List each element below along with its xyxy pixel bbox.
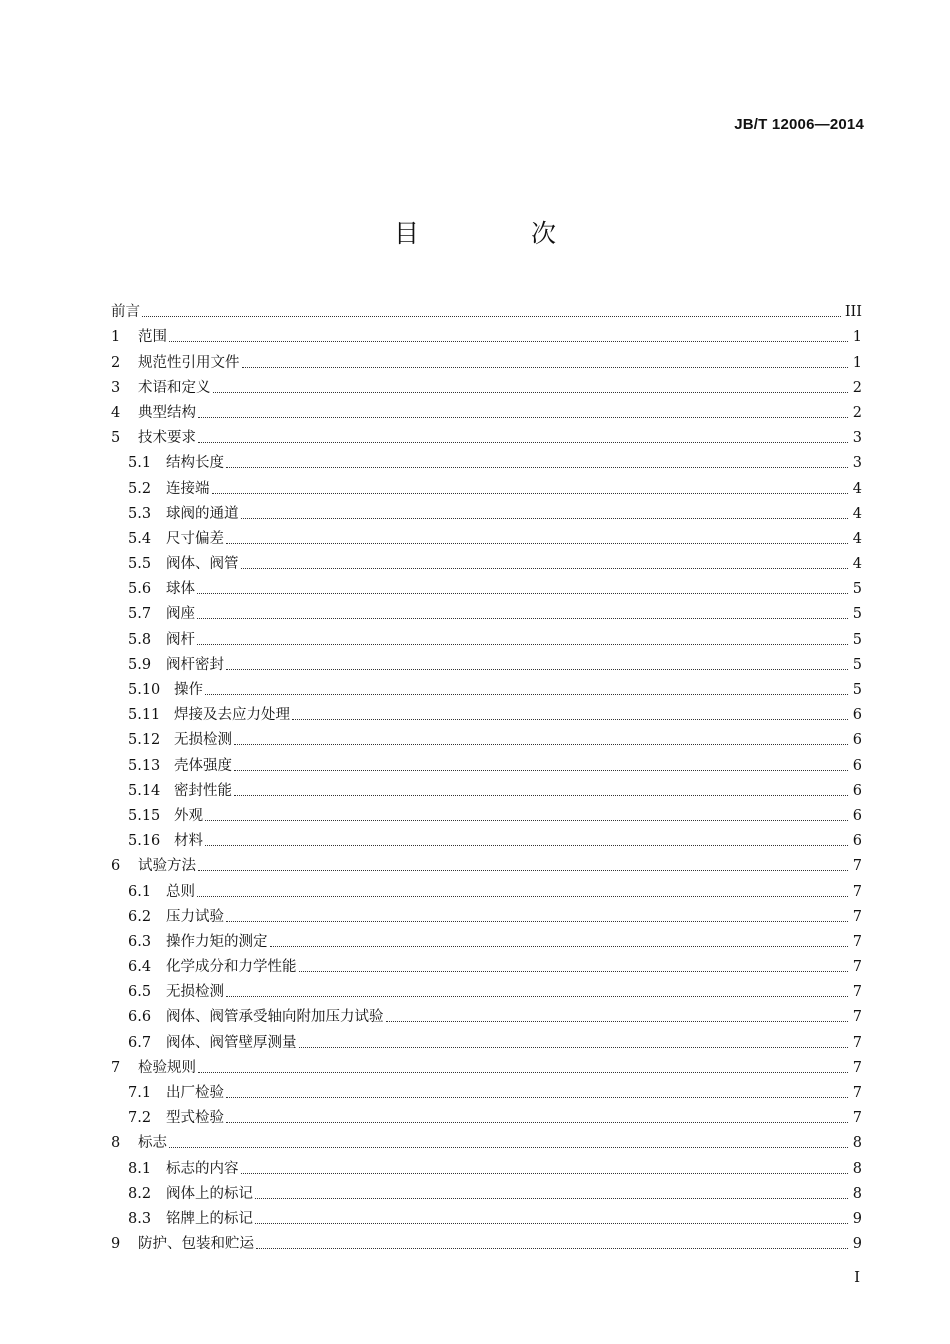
toc-entry-label: 范围 <box>138 329 167 346</box>
toc-entry-label: 标志 <box>138 1135 167 1152</box>
dot-leader <box>197 617 848 619</box>
toc-entry-number: 7.2 <box>128 1110 152 1127</box>
table-of-contents <box>111 295 862 1252</box>
toc-entry-label: 标志的内容 <box>166 1160 239 1177</box>
dot-leader <box>234 769 848 771</box>
dot-leader <box>169 1146 848 1148</box>
toc-entry[interactable] <box>111 471 862 496</box>
toc-entry-label: 典型结构 <box>138 404 196 421</box>
toc-entry-page: 6 <box>852 833 862 850</box>
toc-entry[interactable] <box>111 295 862 320</box>
toc-entry-page: 7 <box>852 1034 862 1051</box>
toc-entry-number: 5 <box>111 430 121 447</box>
toc-entry-page: 7 <box>852 1085 862 1101</box>
toc-entry[interactable] <box>111 975 862 1000</box>
toc-entry-number: 5.15 <box>128 807 161 824</box>
dot-leader <box>255 1197 848 1199</box>
toc-entry[interactable] <box>111 1177 862 1202</box>
toc-entry-label: 化学成分和力学性能 <box>166 959 297 976</box>
toc-entry-label: 阀体、阀管壁厚测量 <box>166 1034 297 1051</box>
dot-leader <box>226 668 848 670</box>
dot-leader <box>241 517 849 519</box>
toc-entry-label: 试验方法 <box>138 858 196 875</box>
toc-entry-number: 7.1 <box>128 1085 152 1101</box>
toc-entry-number: 5.13 <box>128 757 161 774</box>
toc-entry-label: 壳体强度 <box>174 757 232 774</box>
toc-entry-label: 尺寸偏差 <box>166 530 224 547</box>
dot-leader <box>241 1172 849 1174</box>
toc-entry[interactable] <box>111 1151 862 1176</box>
toc-entry[interactable] <box>111 345 862 370</box>
dot-leader <box>234 743 848 745</box>
toc-entry-number: 6.3 <box>128 933 152 950</box>
toc-entry[interactable] <box>111 748 862 773</box>
toc-entry[interactable] <box>111 622 862 647</box>
dot-leader <box>198 416 848 418</box>
toc-entry-page: 5 <box>852 631 862 648</box>
toc-entry-number: 8 <box>111 1135 121 1152</box>
page-number: I <box>854 1268 860 1286</box>
toc-entry-label: 检验规则 <box>138 1059 196 1076</box>
dot-leader <box>299 970 849 972</box>
toc-entry-label: 焊接及去应力处理 <box>174 707 290 724</box>
toc-entry-page: 6 <box>852 707 862 724</box>
toc-entry-label: 铭牌上的标记 <box>166 1210 253 1227</box>
toc-entry[interactable] <box>111 547 862 572</box>
dot-leader <box>226 920 848 922</box>
toc-entry-page: 5 <box>852 656 862 673</box>
dot-leader <box>292 718 848 720</box>
toc-entry-label: 结构长度 <box>166 455 224 472</box>
toc-entry[interactable] <box>111 1076 862 1101</box>
toc-entry[interactable] <box>111 648 862 673</box>
toc-entry-label: 阀体、阀管 <box>166 556 239 573</box>
toc-entry-label: 阀杆密封 <box>166 656 224 673</box>
toc-entry-label: 材料 <box>174 833 203 850</box>
toc-entry-page: 2 <box>852 379 862 396</box>
toc-entry[interactable] <box>111 522 862 547</box>
toc-entry[interactable] <box>111 1227 862 1252</box>
toc-entry-label: 阀体上的标记 <box>166 1185 253 1202</box>
toc-entry[interactable] <box>111 1202 862 1227</box>
toc-entry-label: 阀体、阀管承受轴向附加压力试验 <box>166 1009 384 1026</box>
toc-entry-number: 5.10 <box>128 682 161 698</box>
toc-entry-number: 8.1 <box>128 1160 152 1177</box>
toc-entry-page: 9 <box>852 1236 862 1253</box>
toc-entry-number: 5.11 <box>128 707 161 724</box>
toc-entry-page: 7 <box>852 1059 862 1076</box>
dot-leader <box>386 1020 849 1022</box>
toc-entry[interactable] <box>111 799 862 824</box>
dot-leader <box>234 794 848 796</box>
dot-leader <box>255 1222 848 1224</box>
toc-entry-page: 5 <box>852 682 862 698</box>
toc-entry-page: 4 <box>852 505 862 522</box>
toc-entry-number: 5.2 <box>128 480 152 497</box>
toc-entry-page: 6 <box>852 757 862 774</box>
toc-entry-page: 7 <box>852 933 862 950</box>
dot-leader <box>197 895 848 897</box>
toc-entry-page: 6 <box>852 782 862 799</box>
toc-entry[interactable] <box>111 1000 862 1025</box>
toc-entry-page: 4 <box>852 480 862 497</box>
dot-leader <box>205 844 848 846</box>
toc-entry-number: 5.6 <box>128 581 152 598</box>
toc-entry-page: 8 <box>852 1160 862 1177</box>
toc-entry-page: III <box>844 304 862 321</box>
standard-code: JB/T 12006—2014 <box>734 116 864 133</box>
dot-leader <box>198 441 848 443</box>
toc-entry-page: 4 <box>852 556 862 573</box>
toc-entry-label: 密封性能 <box>174 782 232 799</box>
toc-entry-page: 9 <box>852 1210 862 1227</box>
toc-entry[interactable] <box>111 597 862 622</box>
toc-entry[interactable] <box>111 925 862 950</box>
toc-entry-page: 1 <box>852 354 862 371</box>
toc-entry-page: 8 <box>852 1185 862 1202</box>
toc-entry[interactable] <box>111 849 862 874</box>
dot-leader <box>226 1121 848 1123</box>
toc-entry-number: 6.7 <box>128 1034 152 1051</box>
toc-entry-number: 5.16 <box>128 833 161 850</box>
toc-entry-number: 6.6 <box>128 1009 152 1026</box>
toc-entry[interactable] <box>111 723 862 748</box>
toc-entry-number: 2 <box>111 354 121 371</box>
toc-entry-number: 5.8 <box>128 631 152 648</box>
toc-entry[interactable] <box>111 320 862 345</box>
toc-entry[interactable] <box>111 900 862 925</box>
toc-entry-page: 4 <box>852 530 862 547</box>
toc-entry-number: 6 <box>111 858 121 875</box>
toc-entry-label: 型式检验 <box>166 1110 224 1127</box>
toc-entry[interactable] <box>111 698 862 723</box>
toc-entry-number: 6.1 <box>128 883 152 900</box>
dot-leader <box>226 542 848 544</box>
toc-entry-label: 阀座 <box>166 606 195 623</box>
toc-entry[interactable] <box>111 1101 862 1126</box>
toc-entry-page: 7 <box>852 883 862 900</box>
toc-entry-label: 操作力矩的测定 <box>166 933 268 950</box>
toc-entry-page: 7 <box>852 858 862 875</box>
toc-entry[interactable] <box>111 396 862 421</box>
toc-entry-number: 5.7 <box>128 606 152 623</box>
toc-entry-label: 防护、包装和贮运 <box>138 1236 254 1253</box>
toc-entry-number: 6.2 <box>128 908 152 925</box>
dot-leader <box>142 315 841 317</box>
toc-entry-page: 5 <box>852 581 862 598</box>
toc-entry-label: 技术要求 <box>138 430 196 447</box>
dot-leader <box>198 869 848 871</box>
toc-entry-page: 7 <box>852 1110 862 1127</box>
toc-entry-label: 球体 <box>166 581 195 598</box>
toc-entry-page: 5 <box>852 606 862 623</box>
toc-entry[interactable] <box>111 421 862 446</box>
toc-entry-label: 操作 <box>174 682 203 698</box>
toc-entry-label: 无损检测 <box>174 732 232 749</box>
toc-entry[interactable] <box>111 572 862 597</box>
toc-entry-number: 5.3 <box>128 505 152 522</box>
dot-leader <box>299 1046 849 1048</box>
toc-entry[interactable] <box>111 497 862 522</box>
toc-entry[interactable] <box>111 446 862 471</box>
dot-leader <box>226 1096 848 1098</box>
toc-entry-number: 3 <box>111 379 121 396</box>
dot-leader <box>256 1247 848 1249</box>
dot-leader <box>205 819 848 821</box>
dot-leader <box>226 466 848 468</box>
toc-entry-number: 1 <box>111 329 121 346</box>
toc-entry-number: 5.5 <box>128 556 152 573</box>
toc-entry-page: 8 <box>852 1135 862 1152</box>
toc-entry[interactable] <box>111 1051 862 1076</box>
toc-entry-label: 阀杆 <box>166 631 195 648</box>
toc-entry-label: 球阀的通道 <box>166 505 239 522</box>
toc-entry[interactable] <box>111 1025 862 1050</box>
toc-entry-page: 7 <box>852 959 862 976</box>
toc-entry[interactable] <box>111 874 862 899</box>
dot-leader <box>197 643 848 645</box>
toc-entry-number: 9 <box>111 1236 121 1253</box>
page-title: 目 次 <box>394 219 608 248</box>
toc-entry-number: 7 <box>111 1059 121 1076</box>
toc-entry[interactable] <box>111 950 862 975</box>
toc-entry-label: 压力试验 <box>166 908 224 925</box>
toc-entry-page: 3 <box>852 455 862 472</box>
dot-leader <box>270 945 849 947</box>
toc-entry-page: 6 <box>852 732 862 749</box>
toc-entry-number: 5.9 <box>128 656 152 673</box>
toc-entry-page: 6 <box>852 807 862 824</box>
toc-entry-label: 术语和定义 <box>138 379 211 396</box>
toc-entry[interactable] <box>111 673 862 698</box>
toc-entry-label: 出厂检验 <box>166 1085 224 1101</box>
toc-entry-number: 5.1 <box>128 455 152 472</box>
toc-entry-page: 7 <box>852 984 862 1001</box>
toc-entry-label: 无损检测 <box>166 984 224 1001</box>
toc-entry[interactable] <box>111 774 862 799</box>
toc-entry-number: 5.12 <box>128 732 161 749</box>
toc-entry-number: 8.2 <box>128 1185 152 1202</box>
toc-entry-number: 4 <box>111 404 121 421</box>
toc-entry[interactable] <box>111 824 862 849</box>
dot-leader <box>226 995 848 997</box>
toc-entry-page: 2 <box>852 404 862 421</box>
toc-entry-page: 7 <box>852 908 862 925</box>
dot-leader <box>197 592 848 594</box>
toc-entry-label: 规范性引用文件 <box>138 354 240 371</box>
dot-leader <box>169 340 848 342</box>
dot-leader <box>205 693 848 695</box>
toc-entry[interactable] <box>111 1126 862 1151</box>
toc-entry-label: 前言 <box>111 304 140 321</box>
toc-entry-label: 外观 <box>174 807 203 824</box>
toc-entry-label: 总则 <box>166 883 195 900</box>
toc-entry-page: 7 <box>852 1009 862 1026</box>
toc-entry-number: 6.5 <box>128 984 152 1001</box>
dot-leader <box>241 567 849 569</box>
dot-leader <box>212 492 849 494</box>
dot-leader <box>213 391 849 393</box>
toc-entry-page: 1 <box>852 329 862 346</box>
toc-entry-number: 6.4 <box>128 959 152 976</box>
toc-entry-number: 8.3 <box>128 1210 152 1227</box>
toc-entry[interactable] <box>111 371 862 396</box>
toc-entry-page: 3 <box>852 430 862 447</box>
dot-leader <box>198 1071 848 1073</box>
toc-entry-number: 5.14 <box>128 782 161 799</box>
toc-entry-number: 5.4 <box>128 530 152 547</box>
dot-leader <box>242 366 849 368</box>
toc-entry-label: 连接端 <box>166 480 210 497</box>
